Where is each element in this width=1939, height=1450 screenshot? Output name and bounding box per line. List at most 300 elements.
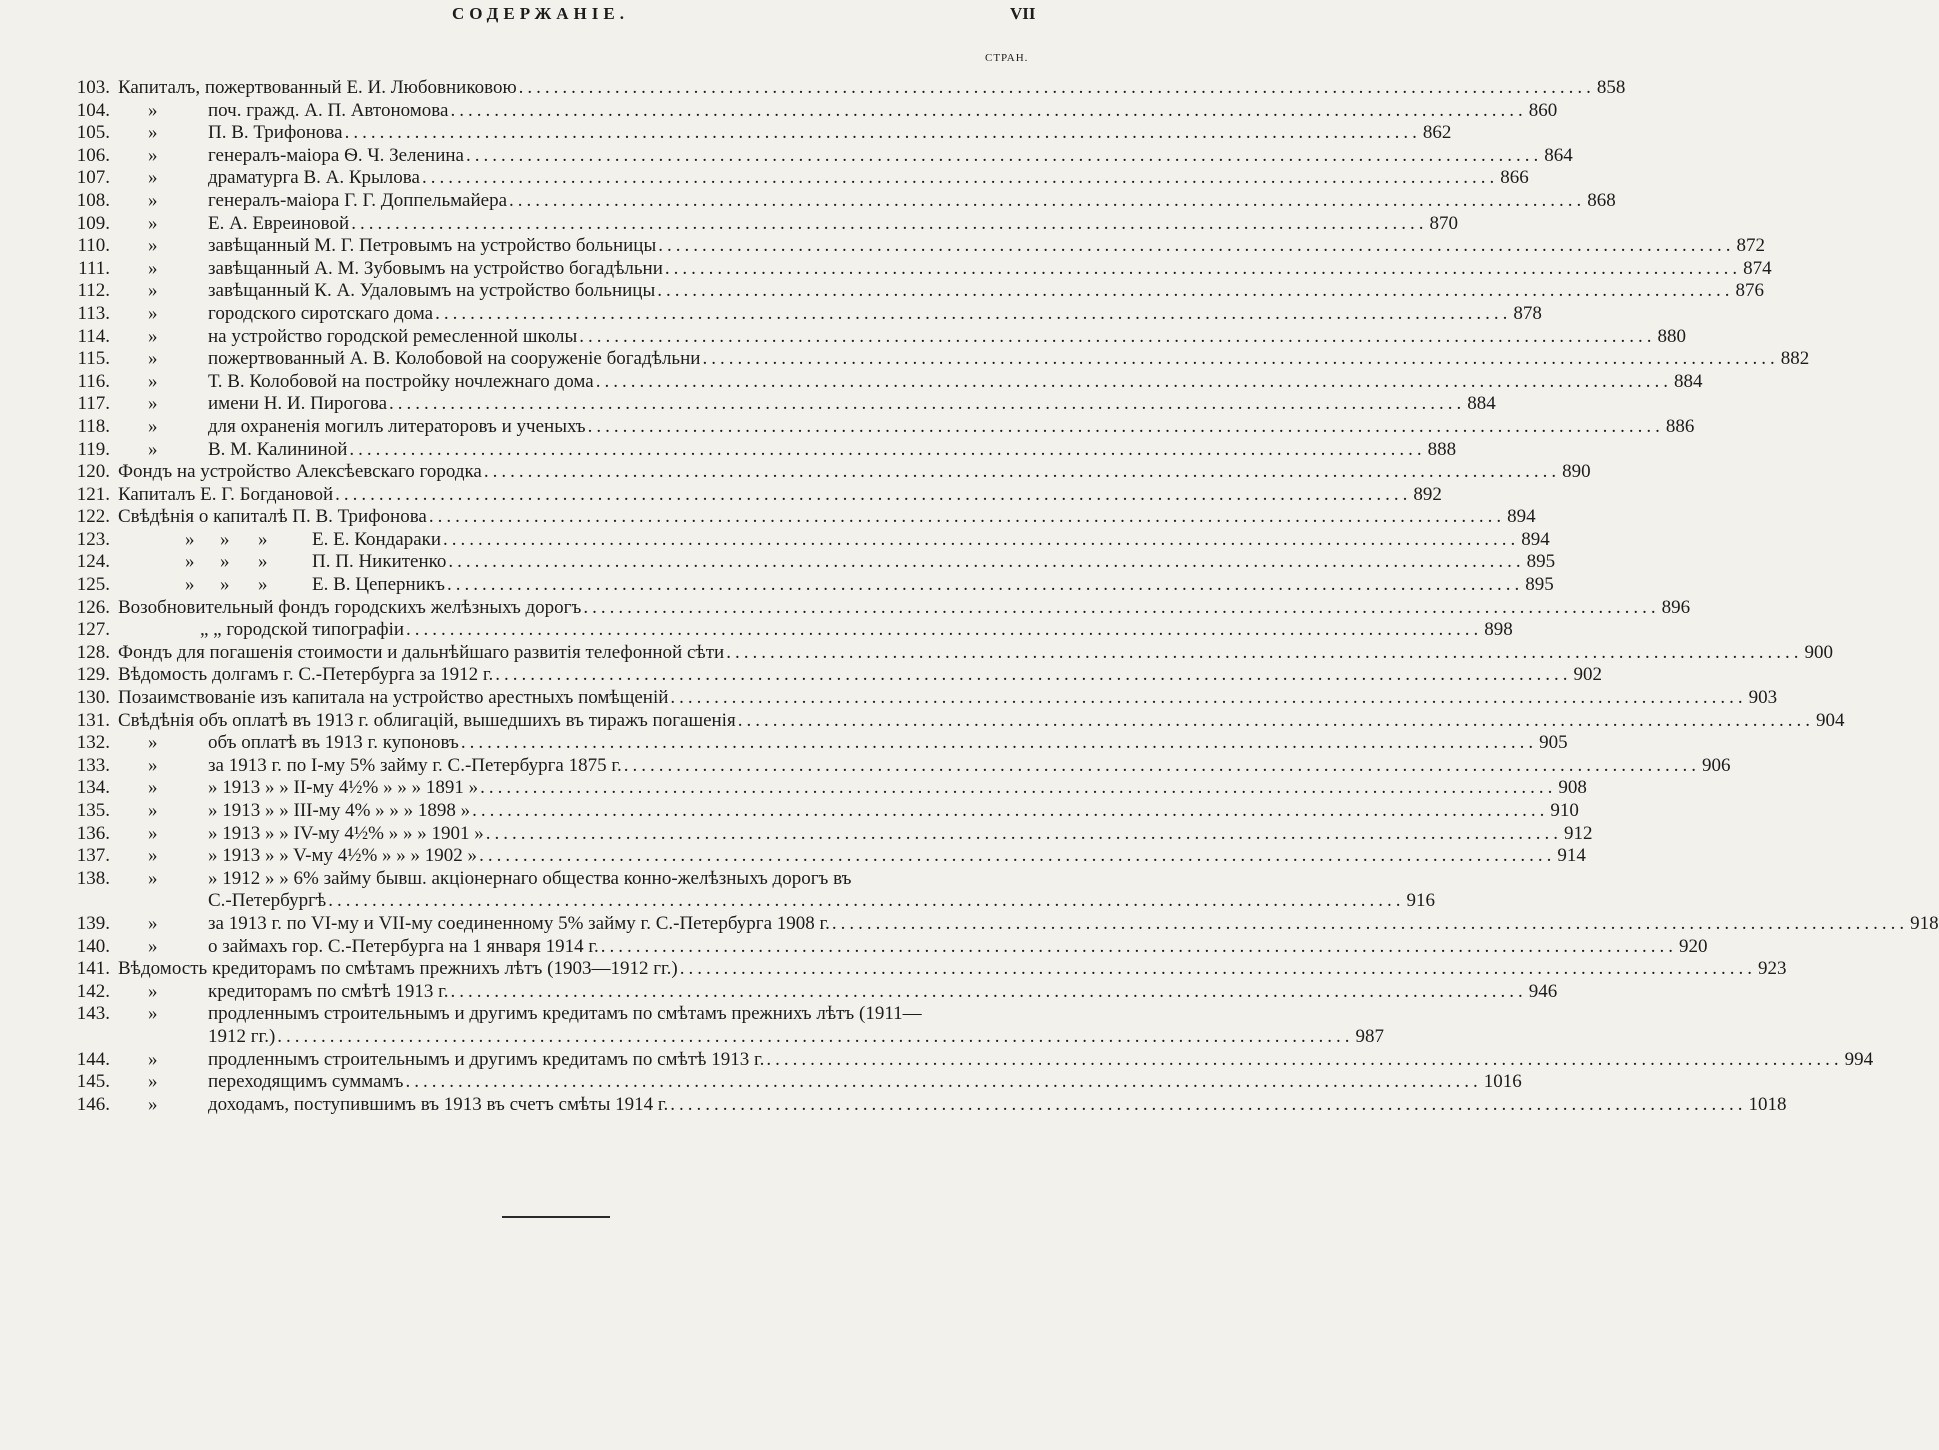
page-numeral: VII <box>1010 4 1036 23</box>
entry-title: П. В. Трифонова <box>208 122 343 144</box>
dot-leader: ........................................................................................................................... <box>509 189 1586 211</box>
entry-title: объ оплатѣ въ 1913 г. купоновъ <box>208 732 459 754</box>
entry-line <box>208 302 1542 325</box>
entry-page: 868 <box>1587 189 1616 211</box>
toc-entry <box>0 845 1586 868</box>
entry-number: 134. <box>76 777 110 799</box>
entry-number: 139. <box>76 912 110 934</box>
entry-line <box>118 483 1442 506</box>
entry-page: 912 <box>1563 822 1593 844</box>
entry-line <box>208 935 1708 958</box>
entry-number: 135. <box>76 800 110 821</box>
dot-leader: ........................................................................................................................... <box>405 1071 1482 1093</box>
dot-leader: ........................................................................................................................... <box>349 438 1426 460</box>
dot-leader: ........................................................................................................................... <box>579 325 1656 347</box>
entry-line <box>208 189 1616 212</box>
entry-title: Позаимствованіе изъ капитала на устройство арестныхъ помѣщеній <box>118 687 669 709</box>
ditto-mark: » <box>148 1071 158 1093</box>
dot-leader: ........................................................................................................................... <box>472 800 1549 821</box>
ditto-mark: » <box>148 122 158 144</box>
entry-page: 906 <box>1702 754 1731 776</box>
entry-page: 884 <box>1673 370 1703 392</box>
dot-leader: ........................................................................................................................... <box>702 348 1779 370</box>
entry-number: 117. <box>77 393 110 415</box>
entry-page: 923 <box>1757 958 1787 980</box>
ditto-mark: » <box>185 528 195 550</box>
entry-line <box>208 235 1765 257</box>
entry-number: 104. <box>76 99 110 121</box>
entry-line <box>208 415 1695 438</box>
entry-line <box>208 1071 1522 1093</box>
entry-title: Фондъ на устройство Алексѣевскаго городка <box>118 461 482 483</box>
entry-title-continued: С.-Петербургѣ <box>208 890 327 912</box>
dot-leader: ........................................................................................................................... <box>670 1093 1747 1115</box>
entry-line <box>208 1093 1787 1116</box>
entry-line <box>208 822 1593 845</box>
toc-entry <box>0 189 1616 213</box>
entry-number: 146. <box>76 1093 110 1115</box>
toc-entry <box>0 144 1573 168</box>
dot-leader: ........................................................................................................................... <box>351 212 1428 234</box>
page-header <box>0 4 1099 28</box>
entry-line <box>208 868 1042 890</box>
ditto-mark: » <box>220 574 230 596</box>
entry-line <box>118 461 1591 483</box>
entry-line <box>208 348 1810 370</box>
dot-leader: ........................................................................................................................... <box>460 732 1538 754</box>
entry-title: генералъ-маіора Г. Г. Доппельмайера <box>208 189 508 211</box>
toc-entry <box>0 235 1765 258</box>
entry-title: Вѣдомость кредиторамъ по смѣтамъ прежнихъ лѣтъ (1903—1912 гг.) <box>118 958 678 980</box>
ditto-mark: » <box>148 415 158 437</box>
ditto-mark: » <box>148 980 158 1002</box>
dot-leader: ........................................................................................................................... <box>623 754 1701 776</box>
ditto-mark: » <box>258 574 268 596</box>
entry-line <box>200 619 1513 641</box>
ditto-mark: » <box>148 325 158 347</box>
entry-page: 987 <box>1355 1025 1385 1047</box>
entry-title: Капиталъ Е. Г. Богдановой <box>118 483 334 505</box>
toc-entry <box>0 912 1939 936</box>
entry-page: 884 <box>1467 393 1496 415</box>
entry-number: 120. <box>76 461 110 483</box>
entry-page: 946 <box>1528 980 1558 1002</box>
entry-title: завѣщанный М. Г. Петровымъ на устройство больницы <box>208 235 657 257</box>
toc-entry <box>0 370 1703 394</box>
entry-number: 115. <box>77 348 110 370</box>
ditto-mark: » <box>148 912 158 934</box>
ditto-mark: » <box>258 528 268 550</box>
entry-title: Возобновительный фондъ городскихъ желѣзныхъ дорогъ <box>118 596 582 618</box>
entry-number: 130. <box>76 687 110 709</box>
dot-leader: ........................................................................................................................... <box>450 99 1527 121</box>
dot-leader: ........................................................................................................................... <box>737 709 1814 731</box>
entry-number: 143. <box>76 1003 110 1025</box>
entry-line <box>208 1003 1042 1025</box>
entry-number: 127. <box>76 619 110 641</box>
dot-leader: ........................................................................................................................... <box>443 528 1520 550</box>
ditto-mark: » <box>148 189 158 211</box>
entry-line <box>208 754 1731 777</box>
dot-leader: ........................................................................................................................... <box>480 777 1557 799</box>
entry-page: 895 <box>1526 551 1556 573</box>
entry-line <box>118 709 1845 732</box>
ditto-mark: » <box>148 1048 158 1070</box>
ditto-mark: » <box>148 235 158 257</box>
entry-line <box>208 99 1558 122</box>
entry-line <box>208 845 1586 867</box>
entry-page: 860 <box>1528 99 1558 121</box>
toc-entry <box>0 528 1550 552</box>
entry-title: переходящимъ суммамъ <box>208 1071 404 1093</box>
entry-number: 145. <box>76 1071 110 1093</box>
entry-line <box>208 325 1686 348</box>
entry-page: 890 <box>1562 461 1591 483</box>
dot-leader: ........................................................................................................................... <box>406 619 1483 641</box>
toc-entry <box>0 980 1558 1004</box>
toc-entry <box>0 732 1568 755</box>
dot-leader: ........................................................................................................................... <box>450 980 1527 1002</box>
toc-entry <box>0 280 1764 303</box>
toc-entry <box>0 777 1587 800</box>
toc-entry <box>0 212 1458 236</box>
entry-page: 858 <box>1596 77 1626 98</box>
entry-title: завѣщанный К. А. Удаловымъ на устройство больницы <box>208 280 656 302</box>
dot-leader: ........................................................................................................................... <box>518 77 1595 98</box>
entry-line <box>312 551 1556 573</box>
entry-page: 872 <box>1736 235 1765 257</box>
toc-entry <box>0 348 1810 371</box>
entry-line <box>208 890 1435 912</box>
entry-title: » 1913 » » II-му 4½% » » » 1891 » <box>208 777 479 799</box>
toc-entry <box>0 1048 1874 1072</box>
toc-entry <box>0 257 1772 281</box>
page-title: СОДЕРЖАНІЕ. <box>452 4 629 23</box>
entry-page: 894 <box>1507 506 1536 528</box>
entry-number: 140. <box>76 935 110 957</box>
entry-line <box>118 664 1602 686</box>
entry-number: 133. <box>76 754 110 776</box>
entry-page: 864 <box>1544 144 1573 166</box>
entry-title: » 1913 » » III-му 4% » » » 1898 » <box>208 800 471 821</box>
dot-leader: ........................................................................................................................... <box>483 461 1561 483</box>
dot-leader: ........................................................................................................................... <box>479 845 1556 867</box>
dot-leader: ........................................................................................................................... <box>595 370 1672 392</box>
entry-number: 141. <box>76 958 110 980</box>
entry-page: 905 <box>1539 732 1568 754</box>
entry-title: продленнымъ строительнымъ и другимъ кредитамъ по смѣтамъ прежнихъ лѣтъ (1911— <box>208 1003 922 1025</box>
ditto-mark: » <box>148 867 158 889</box>
entry-title: Е. В. Цеперникъ <box>312 574 445 596</box>
dot-leader: ........................................................................................................................... <box>421 167 1499 189</box>
entry-title: Е. А. Евреиновой <box>208 212 350 234</box>
page-column-label: СТРАН. <box>985 52 1029 64</box>
toc-entry <box>0 506 1536 529</box>
entry-number: 121. <box>76 483 110 505</box>
entry-page: 920 <box>1678 935 1708 957</box>
entry-page: 908 <box>1558 777 1587 799</box>
end-rule <box>502 1216 610 1218</box>
ditto-mark: » <box>148 144 158 166</box>
entry-page: 896 <box>1661 596 1691 618</box>
entry-page: 914 <box>1557 845 1586 867</box>
entry-title: Вѣдомость долгамъ г. С.-Петербурга за 1912 г. <box>118 664 494 686</box>
dot-leader: ........................................................................................................................... <box>600 935 1677 957</box>
entry-number: 106. <box>76 144 110 166</box>
entry-line <box>208 777 1587 799</box>
entry-title: » 1913 » » IV-му 4½% » » » 1901 » <box>208 822 484 844</box>
entry-title-continued: 1912 гг.) <box>208 1025 276 1047</box>
dot-leader: ........................................................................................................................... <box>670 687 1747 709</box>
ditto-mark: » <box>148 822 158 844</box>
dot-leader: ........................................................................................................................... <box>587 415 1664 437</box>
entry-number: 125. <box>76 574 110 596</box>
entry-page: 886 <box>1665 415 1695 437</box>
ditto-mark: » <box>148 438 158 460</box>
dot-leader: ........................................................................................................................... <box>344 122 1421 144</box>
entry-number: 105. <box>76 122 110 144</box>
entry-line <box>118 641 1833 664</box>
entry-line <box>208 257 1772 280</box>
ditto-mark: » <box>148 935 158 957</box>
entry-title: за 1913 г. по VI-му и VII-му соединенному 5% займу г. С.-Петербурга 1908 г. <box>208 912 830 934</box>
entry-title: В. М. Калининой <box>208 438 348 460</box>
ditto-mark: » <box>220 528 230 550</box>
entry-title: поч. гражд. А. П. Автономова <box>208 99 449 121</box>
dot-leader: ........................................................................................................................... <box>495 664 1572 686</box>
entry-page: 910 <box>1550 800 1579 821</box>
ditto-mark: » <box>148 167 158 189</box>
toc-entry <box>0 868 1099 891</box>
ditto-mark: » <box>185 574 195 596</box>
entry-number: 111. <box>78 257 110 279</box>
toc-entry <box>0 641 1833 665</box>
ditto-mark: » <box>148 212 158 234</box>
entry-page: 892 <box>1413 483 1442 505</box>
entry-number: 126. <box>76 596 110 618</box>
entry-page: 918 <box>1910 912 1939 934</box>
entry-number: 124. <box>76 551 110 573</box>
entry-number: 144. <box>76 1048 110 1070</box>
entry-page: 904 <box>1815 709 1845 731</box>
entry-title: драматурга В. А. Крылова <box>208 167 420 189</box>
table-of-contents <box>0 77 1939 1116</box>
dot-leader: ........................................................................................................................... <box>657 280 1734 302</box>
ditto-mark: » <box>148 348 158 370</box>
ditto-mark: » <box>148 732 158 754</box>
toc-entry <box>0 393 1496 416</box>
dot-leader: ........................................................................................................................... <box>335 483 1412 505</box>
toc-entry <box>0 77 1626 100</box>
entry-number: 132. <box>76 732 110 754</box>
entry-line <box>118 687 1778 709</box>
entry-title: Т. В. Колобовой на постройку ночлежнаго дома <box>208 370 594 392</box>
toc-entry <box>0 822 1593 846</box>
entry-number: 122. <box>76 506 110 528</box>
ditto-mark: » <box>148 99 158 121</box>
entry-number: 136. <box>76 822 110 844</box>
entry-title: кредиторамъ по смѣтѣ 1913 г. <box>208 980 449 1002</box>
toc-entry <box>0 325 1686 349</box>
entry-title: Свѣдѣнія о капиталѣ П. В. Трифонова <box>118 506 427 528</box>
entry-line <box>208 732 1568 754</box>
entry-title: Е. Е. Кондараки <box>312 528 442 550</box>
entry-number: 112. <box>77 280 110 302</box>
entry-number: 123. <box>76 528 110 550</box>
toc-entry <box>0 461 1591 484</box>
dot-leader: ........................................................................................................................... <box>389 393 1466 415</box>
dot-leader: ........................................................................................................................... <box>831 912 1909 934</box>
entry-line <box>208 800 1579 822</box>
ditto-mark: » <box>148 257 158 279</box>
entry-page: 902 <box>1573 664 1602 686</box>
entry-title: имени Н. И. Пирогова <box>208 393 388 415</box>
dot-leader: ........................................................................................................................... <box>485 822 1562 844</box>
entry-line <box>208 167 1529 189</box>
entry-number: 107. <box>76 167 110 189</box>
toc-entry <box>0 415 1695 439</box>
dot-leader: ........................................................................................................................... <box>277 1025 1354 1047</box>
ditto-mark: » <box>148 845 158 867</box>
entry-page: 900 <box>1804 641 1833 663</box>
dot-leader: ........................................................................................................................... <box>664 257 1742 279</box>
entry-number: 129. <box>76 664 110 686</box>
toc-entry <box>0 302 1542 326</box>
entry-page: 862 <box>1422 122 1452 144</box>
toc-entry <box>0 800 1579 823</box>
entry-number: 131. <box>76 709 110 731</box>
dot-leader: ........................................................................................................................... <box>726 641 1803 663</box>
entry-title: » 1913 » » V-му 4½% » » » 1902 » <box>208 845 478 867</box>
dot-leader: ........................................................................................................................... <box>583 596 1660 618</box>
ditto-mark: » <box>148 302 158 324</box>
ditto-mark: » <box>148 777 158 799</box>
ditto-mark: » <box>185 551 195 573</box>
toc-entry <box>0 958 1787 981</box>
ditto-mark: » <box>148 393 158 415</box>
ditto-mark: » <box>148 1093 158 1115</box>
toc-entry <box>0 574 1554 597</box>
toc-entry <box>0 122 1452 145</box>
dot-leader: ........................................................................................................................... <box>766 1048 1843 1070</box>
toc-entry <box>0 1003 1099 1026</box>
entry-number: 113. <box>77 302 110 324</box>
ditto-mark: » <box>148 370 158 392</box>
entry-line <box>208 122 1452 144</box>
entry-page: 882 <box>1780 348 1810 370</box>
entry-line <box>118 596 1691 619</box>
entry-line <box>208 144 1573 167</box>
entry-line <box>312 574 1554 596</box>
dot-leader: ........................................................................................................................... <box>428 506 1506 528</box>
entry-page: 870 <box>1429 212 1458 234</box>
entry-title: „ „ городской типографіи <box>200 619 405 641</box>
entry-title: Капиталъ, пожертвованный Е. И. Любовниковою <box>118 77 517 98</box>
toc-entry <box>0 619 1513 642</box>
entry-number: 128. <box>76 641 110 663</box>
toc-entry <box>0 483 1442 507</box>
entry-title: генералъ-маіора Ѳ. Ч. Зеленина <box>208 144 464 166</box>
entry-page: 888 <box>1427 438 1457 460</box>
entry-title: городского сиротскаго дома <box>208 302 434 324</box>
entry-title: завѣщанный А. М. Зубовымъ на устройство богадѣльни <box>208 257 663 279</box>
ditto-mark: » <box>148 1003 158 1025</box>
entry-number: 109. <box>76 212 110 234</box>
entry-title: для охраненія могилъ литераторовъ и ученыхъ <box>208 415 586 437</box>
entry-number: 110. <box>77 235 110 257</box>
entry-line <box>208 393 1496 415</box>
dot-leader: ........................................................................................................................... <box>465 144 1543 166</box>
entry-number: 119. <box>77 438 110 460</box>
entry-page: 1016 <box>1483 1071 1522 1093</box>
entry-line <box>118 77 1626 99</box>
entry-line <box>208 1048 1874 1071</box>
entry-line <box>208 212 1458 235</box>
entry-number: 137. <box>76 845 110 867</box>
dot-leader: ........................................................................................................................... <box>435 302 1512 324</box>
entry-number: 118. <box>77 415 110 437</box>
entry-page: 895 <box>1525 574 1554 596</box>
dot-leader: ........................................................................................................................... <box>448 551 1525 573</box>
dot-leader: ........................................................................................................................... <box>328 890 1405 912</box>
toc-entry <box>0 709 1845 733</box>
toc-entry <box>0 596 1691 620</box>
ditto-mark: » <box>148 754 158 776</box>
entry-page: 874 <box>1743 257 1772 279</box>
entry-title: » 1912 » » 6% займу бывш. акціонернаго общества конно-желѣзныхъ дорогъ въ <box>208 867 852 889</box>
dot-leader: ........................................................................................................................... <box>679 958 1756 980</box>
entry-line <box>312 528 1550 551</box>
entry-title: о займахъ гор. С.-Петербурга на 1 января 1914 г. <box>208 935 599 957</box>
entry-title: доходамъ, поступившимъ въ 1913 въ счетъ смѣты 1914 г. <box>208 1093 669 1115</box>
entry-page: 898 <box>1484 619 1513 641</box>
toc-entry <box>0 664 1602 687</box>
entry-page: 903 <box>1748 687 1778 709</box>
entry-line <box>208 980 1558 1003</box>
ditto-mark: » <box>148 800 158 821</box>
entry-line <box>208 280 1764 302</box>
toc-entry <box>0 551 1556 574</box>
entry-page: 876 <box>1735 280 1764 302</box>
entry-line <box>208 438 1457 461</box>
entry-line <box>208 1025 1385 1048</box>
toc-entry <box>0 754 1731 778</box>
toc-entry <box>0 1093 1787 1117</box>
entry-number: 138. <box>76 867 110 889</box>
entry-title: пожертвованный А. В. Колобовой на сооруженіе богадѣльни <box>208 348 701 370</box>
entry-page: 994 <box>1844 1048 1874 1070</box>
entry-number: 114. <box>77 325 110 347</box>
entry-line <box>208 370 1703 393</box>
entry-title: Свѣдѣнія объ оплатѣ въ 1913 г. облигацій, вышедшихъ въ тиражъ погашенія <box>118 709 736 731</box>
entry-title: за 1913 г. по I-му 5% займу г. С.-Петербурга 1875 г. <box>208 754 622 776</box>
dot-leader: ........................................................................................................................... <box>658 235 1735 257</box>
entry-page: 894 <box>1521 528 1550 550</box>
entry-title: Фондъ для погашенія стоимости и дальнѣйшаго развитія телефонной сѣти <box>118 641 725 663</box>
entry-number: 142. <box>76 980 110 1002</box>
entry-page: 880 <box>1657 325 1686 347</box>
entry-title: продленнымъ строительнымъ и другимъ кредитамъ по смѣтѣ 1913 г. <box>208 1048 765 1070</box>
entry-number: 116. <box>77 370 110 392</box>
dot-leader: ........................................................................................................................... <box>446 574 1524 596</box>
entry-page: 1018 <box>1748 1093 1787 1115</box>
toc-entry <box>0 687 1778 710</box>
toc-entry <box>0 167 1529 190</box>
entry-line <box>118 506 1536 528</box>
ditto-mark: » <box>258 551 268 573</box>
entry-line <box>208 912 1939 935</box>
toc-entry-continued <box>0 890 1435 913</box>
